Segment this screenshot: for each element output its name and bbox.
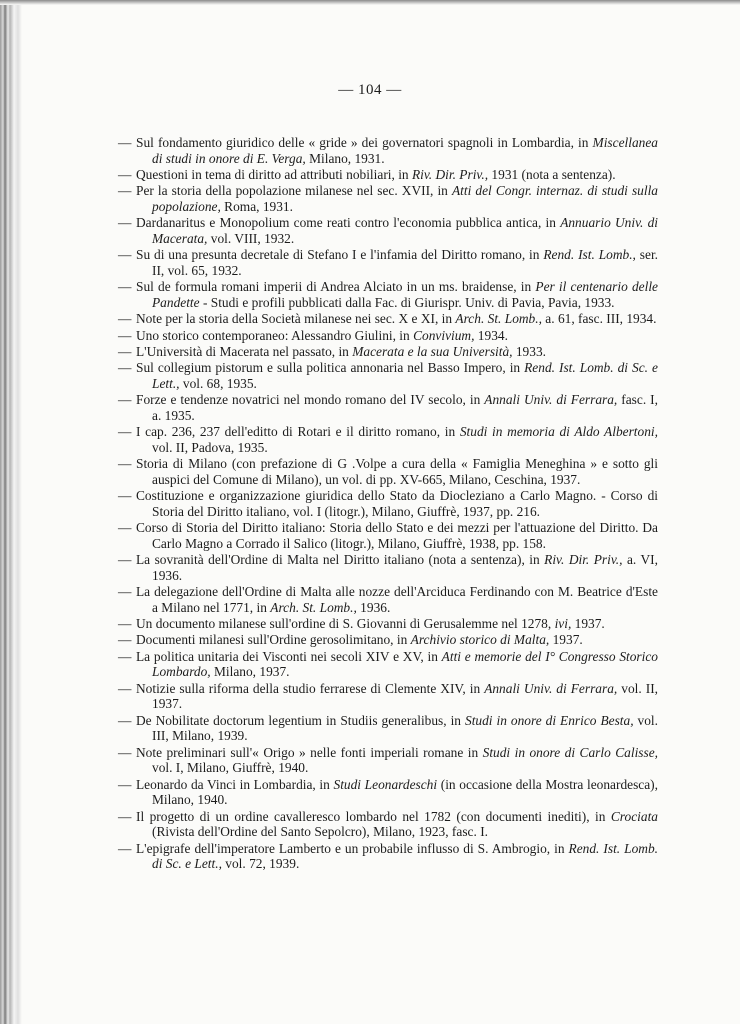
entry-text: Sul de formula romani imperii di Andrea Alciato in un ms. braidense, in (136, 279, 536, 295)
entry-dash: — (118, 183, 132, 199)
entry-text: Sul collegium pistorum e sulla politica annonaria nel Basso Impero, in (136, 360, 525, 376)
entry-text: 1934. (474, 327, 508, 343)
entry-dash: — (118, 712, 132, 728)
bibliography-entry (118, 328, 658, 344)
bibliography-entry (118, 456, 658, 487)
entry-dash: — (118, 424, 132, 440)
entry-text: Dardanaritus e Monopolium come reati contro l'economia pubblica antica, in (136, 215, 561, 231)
entry-text: Questioni in tema di diritto ad attributi nobiliari, in (136, 167, 412, 182)
bibliography-entry (118, 745, 658, 776)
entry-text: fasc. I, a. 1935. (152, 392, 658, 423)
entry-text: vol. II, Padova, 1935. (152, 439, 268, 455)
entry-text: Forze e tendenze novatrici nel mondo romano del IV secolo, in (136, 392, 485, 408)
book-binding-edge (0, 0, 22, 1024)
entry-publication-title: Rend. Ist. Lomb. di Sc. e Lett., (152, 360, 658, 391)
entry-text: 1933. (512, 343, 546, 359)
entry-dash: — (118, 343, 132, 359)
entry-dash: — (118, 776, 132, 792)
entry-text: La sovranità dell'Ordine di Malta nel Diritto italiano (nota a sentenza), in (136, 552, 545, 568)
entry-text: I cap. 236, 237 dell'editto di Rotari e il diritto romano, in (136, 424, 460, 440)
entry-publication-title: Rend. Ist. Lomb., (543, 247, 636, 263)
entry-publication-title: Atti del Congr. internaz. di studi sulla popolazione, (152, 183, 658, 214)
entry-dash: — (118, 744, 132, 760)
bibliography-entry (118, 167, 658, 183)
entry-text: vol. 68, 1935. (179, 375, 257, 391)
entry-text: (Rivista dell'Ordine del Santo Sepolcro), Milano, 1923, fasc. I. (152, 824, 488, 840)
entry-publication-title: Archivio storico di Malta, (410, 632, 550, 648)
entry-text: Milano, 1931. (305, 150, 385, 166)
entry-publication-title: Per il centenario delle Pandette (152, 279, 658, 310)
entry-dash: — (118, 584, 132, 600)
bibliography-entry (118, 552, 658, 583)
entry-dash: — (118, 327, 132, 343)
entry-dash: — (118, 215, 132, 231)
entry-dash: — (118, 520, 132, 536)
entry-text: vol. VIII, 1932. (207, 231, 295, 246)
bibliography-entry (118, 777, 658, 808)
entry-text: Sul fondamento giuridico delle « gride » dei governatori spagnoli in Lombardia, in (136, 135, 593, 150)
entry-publication-title: Studi in onore di Carlo Calisse, (482, 744, 659, 760)
entry-publication-title: Macerata e la sua Università, (352, 343, 513, 359)
entry-text: La delegazione dell'Ordine di Malta alle nozze dell'Arciduca Ferdinando con M. Beatrice d'Este a Milano nel 1771, in (136, 584, 658, 615)
bibliography-entry (118, 279, 658, 310)
entry-dash: — (118, 680, 132, 696)
bibliography-entry (118, 215, 658, 246)
entry-dash: — (118, 247, 132, 263)
entry-text: Note preliminari sull'« Origo » nelle fonti imperiali romane in (136, 744, 483, 760)
bibliography-entry (118, 632, 658, 648)
entry-text: 1937. (549, 632, 583, 648)
entry-publication-title: Annuario Univ. di Macerata, (152, 215, 658, 246)
entry-text: ser. II, vol. 65, 1932. (152, 247, 659, 278)
entry-text: vol. I, Milano, Giuffrè, 1940. (152, 760, 309, 776)
entry-publication-title: Studi in onore di Enrico Besta, (465, 712, 634, 728)
entry-text: De Nobilitate doctorum legentium in Studiis generalibus, in (136, 712, 465, 728)
entry-dash: — (118, 808, 132, 824)
entry-dash: — (118, 392, 132, 408)
entry-publication-title: Riv. Dir. Priv., (544, 552, 623, 568)
entry-text: vol. 72, 1939. (221, 856, 300, 872)
page-top-edge (0, 0, 740, 5)
entry-text: 1937. (571, 616, 605, 632)
entry-publication-title: Studi Leonardeschi (333, 776, 438, 792)
entry-publication-title: Studi in memoria di Aldo Albertoni, (459, 424, 658, 440)
entry-dash: — (118, 456, 132, 472)
entry-text: Costituzione e organizzazione giuridica dello Stato da Diocleziano a Carlo Magno. - Corso di Storia del Diritto italiano, vol. I (litogr.), Milano, Giuffrè, 1937, pp. 216. (136, 488, 658, 519)
bibliography-entry (118, 681, 658, 712)
entry-publication-title: Crociata (610, 808, 658, 824)
bibliography-entry (118, 247, 658, 278)
entry-dash: — (118, 648, 132, 664)
entry-publication-title: Arch. St. Lomb., (455, 311, 542, 327)
bibliography-entry (118, 841, 658, 872)
entry-text: Il progetto di un ordine cavalleresco lombardo nel 1782 (con documenti inediti), in (136, 808, 611, 824)
entry-publication-title: ivi, (554, 616, 572, 632)
entry-dash: — (118, 632, 132, 648)
bibliography-entry (118, 344, 658, 360)
bibliography-entry (118, 183, 658, 214)
entry-text: Su di una presunta decretale di Stefano I e l'infamia del Diritto romano, in (136, 247, 544, 263)
entry-publication-title: Miscellanea di studi in onore di E. Verga, (152, 135, 658, 166)
entry-dash: — (118, 279, 132, 295)
bibliography-entry (118, 809, 658, 840)
entry-dash: — (118, 360, 132, 376)
page-number: — 104 — (338, 82, 402, 98)
bibliography-entry (118, 616, 658, 632)
entry-dash: — (118, 167, 132, 182)
entry-text: Notizie sulla riforma della studio ferrarese di Clemente XIV, in (136, 680, 485, 696)
bibliography-entry (118, 135, 658, 166)
entry-dash: — (118, 488, 132, 504)
bibliography-entry (118, 360, 658, 391)
entry-text: Milano, 1937. (210, 664, 290, 680)
entry-text: L'epigrafe dell'imperatore Lamberto e un probabile influsso di S. Ambrogio, in (136, 840, 569, 856)
bibliography-entry (118, 649, 658, 680)
entry-text: a. VI, 1936. (152, 552, 658, 583)
entry-text: Corso di Storia del Diritto italiano: Storia dello Stato e dei mezzi per l'attuazione del Diritto. Da Carlo Magno a Corrado il Salico (litogr.), Milano, Giuffrè, 1938, pp. 158. (136, 520, 658, 551)
entry-text: L'Università di Macerata nel passato, in (136, 343, 353, 359)
entry-text: Leonardo da Vinci in Lombardia, in (136, 776, 334, 792)
entry-publication-title: Annali Univ. di Ferrara, (484, 680, 618, 696)
bibliography-entry (118, 311, 658, 327)
entry-text: (in occasione della Mostra leonardesca), Milano, 1940. (152, 776, 658, 808)
entry-dash: — (118, 311, 132, 327)
entry-publication-title: Rend. Ist. Lomb. di Sc. e Lett., (152, 840, 658, 872)
entry-dash: — (118, 616, 132, 632)
entry-text: Un documento milanese sull'ordine di S. Giovanni di Gerusalemme nel 1278, (136, 616, 555, 632)
entry-text: vol. II, 1937. (152, 680, 659, 712)
entry-dash: — (118, 840, 132, 856)
entry-text: vol. III, Milano, 1939. (152, 712, 658, 744)
bibliography-entry (118, 584, 658, 615)
entry-publication-title: Atti e memorie del I° Congresso Storico Lombardo, (152, 648, 658, 680)
entry-publication-title: Riv. Dir. Priv., (411, 167, 489, 182)
bibliography-list (118, 135, 658, 873)
entry-dash: — (118, 552, 132, 568)
entry-text: Documenti milanesi sull'Ordine gerosolimitano, in (136, 632, 411, 648)
entry-text: 1936. (356, 599, 391, 615)
entry-text: Roma, 1931. (220, 199, 293, 214)
entry-text: a. 61, fasc. III, 1934. (541, 311, 657, 327)
entry-text: Uno storico contemporaneo: Alessandro Giulini, in (136, 327, 414, 343)
entry-text: Per la storia della popolazione milanese nel sec. XVII, in (136, 183, 452, 199)
bibliography-entry (118, 424, 658, 455)
entry-text: La politica unitaria dei Visconti nei secoli XIV e XV, in (136, 648, 442, 664)
entry-text: Storia di Milano (con prefazione di G .Volpe a cura della « Famiglia Meneghina » e sotto gli auspici del Comune di Milano), un vol. di pp. XV-665, Milano, Ceschina, 1937. (136, 456, 658, 487)
entry-text: - Studi e profili pubblicati dalla Fac. di Giurispr. Univ. di Pavia, Pavia, 1933. (199, 295, 615, 310)
entry-dash: — (118, 135, 132, 150)
bibliography-entry (118, 392, 658, 423)
entry-text: 1931 (nota a sentenza). (488, 167, 616, 182)
bibliography-entry (118, 520, 658, 551)
entry-publication-title: Convivium, (413, 327, 475, 343)
entry-publication-title: Annali Univ. di Ferrara, (484, 392, 618, 408)
bibliography-entry (118, 488, 658, 519)
entry-text: Note per la storia della Società milanese nei sec. X e XI, in (136, 311, 456, 327)
bibliography-entry (118, 713, 658, 744)
entry-publication-title: Arch. St. Lomb., (270, 599, 357, 615)
